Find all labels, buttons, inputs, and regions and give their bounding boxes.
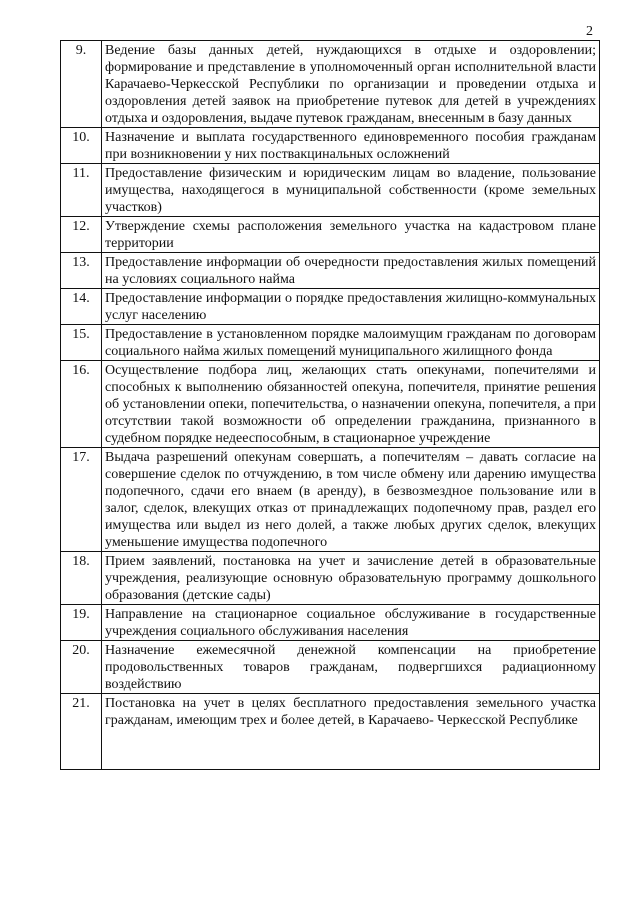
row-number: 20. [61,641,102,694]
row-number: 17. [61,448,102,552]
service-description: Выдача разрешений опекунам совершать, а попечителям – давать согласие на совершение сделок по отчуждению, в том числе обмену или дарению имущества подопечного, сдачи его внаем (в аренду), в безвозмездное пользование или в залог, сделок, влекущих отказ от принадлежащих подопечному прав, раздел его имущества или выдел из него долей, а также любых других сделок, влекущих уменьшение имущества подопечного [102,448,600,552]
service-description: Направление на стационарное социальное обслуживание в государственные учреждения социального обслуживания населения [102,605,600,641]
table-row [61,641,600,694]
service-description: Назначение ежемесячной денежной компенсации на приобретение продовольственных товаров гражданам, подвергшихся радиационному воздействию [102,641,600,694]
service-description: Предоставление в установленном порядке малоимущим гражданам по договорам социального найма жилых помещений муниципального жилищного фонда [102,325,600,361]
table-row [61,164,600,217]
service-description: Постановка на учет в целях бесплатного предоставления земельного участка гражданам, имеющим трех и более детей, в Карачаево- Черкесской Республике [102,694,600,770]
page-number: 2 [586,24,593,39]
row-number: 13. [61,253,102,289]
service-description: Предоставление физическим и юридическим лицам во владение, пользование имущества, находящегося в муниципальной собственности (кроме земельных участков) [102,164,600,217]
service-description: Предоставление информации о порядке предоставления жилищно-коммунальных услуг населению [102,289,600,325]
table-row [61,694,600,770]
row-number: 16. [61,361,102,448]
row-number: 10. [61,128,102,164]
row-number: 11. [61,164,102,217]
table-row [61,41,600,128]
table-row [61,289,600,325]
row-number: 19. [61,605,102,641]
row-number: 15. [61,325,102,361]
row-number: 14. [61,289,102,325]
service-description: Предоставление информации об очередности предоставления жилых помещений на условиях социального найма [102,253,600,289]
row-number: 21. [61,694,102,770]
table-row [61,128,600,164]
services-table [60,40,600,770]
service-description: Назначение и выплата государственного единовременного пособия гражданам при возникновении у них поствакцинальных осложнений [102,128,600,164]
service-description: Утверждение схемы расположения земельного участка на кадастровом плане территории [102,217,600,253]
table-row [61,325,600,361]
service-description: Осуществление подбора лиц, желающих стать опекунами, попечителями и способных к выполнению обязанностей опекуна, попечителя, принятие решения об установлении опеки, попечительства, о назначении опекуна, попечителя, а при отсутствии такой возможности об определении гражданина, признанного в судебном порядке недееспособным, в стационарное учреждение [102,361,600,448]
row-number: 9. [61,41,102,128]
table-row [61,605,600,641]
service-description: Прием заявлений, постановка на учет и зачисление детей в образовательные учреждения, реализующие основную образовательную программу дошкольного образования (детские сады) [102,552,600,605]
table-row [61,253,600,289]
table-row [61,448,600,552]
table-row [61,361,600,448]
row-number: 18. [61,552,102,605]
row-number: 12. [61,217,102,253]
service-description: Ведение базы данных детей, нуждающихся в отдыхе и оздоровлении; формирование и представление в уполномоченный орган исполнительной власти Карачаево-Черкесской Республики по организации и проведении отдыха и оздоровления детей заявок на приобретение путевок для детей в учреждениях отдыха и оздоровления, выдаче путевок гражданам, внесенным в базу данных [102,41,600,128]
table-row [61,552,600,605]
table-row [61,217,600,253]
